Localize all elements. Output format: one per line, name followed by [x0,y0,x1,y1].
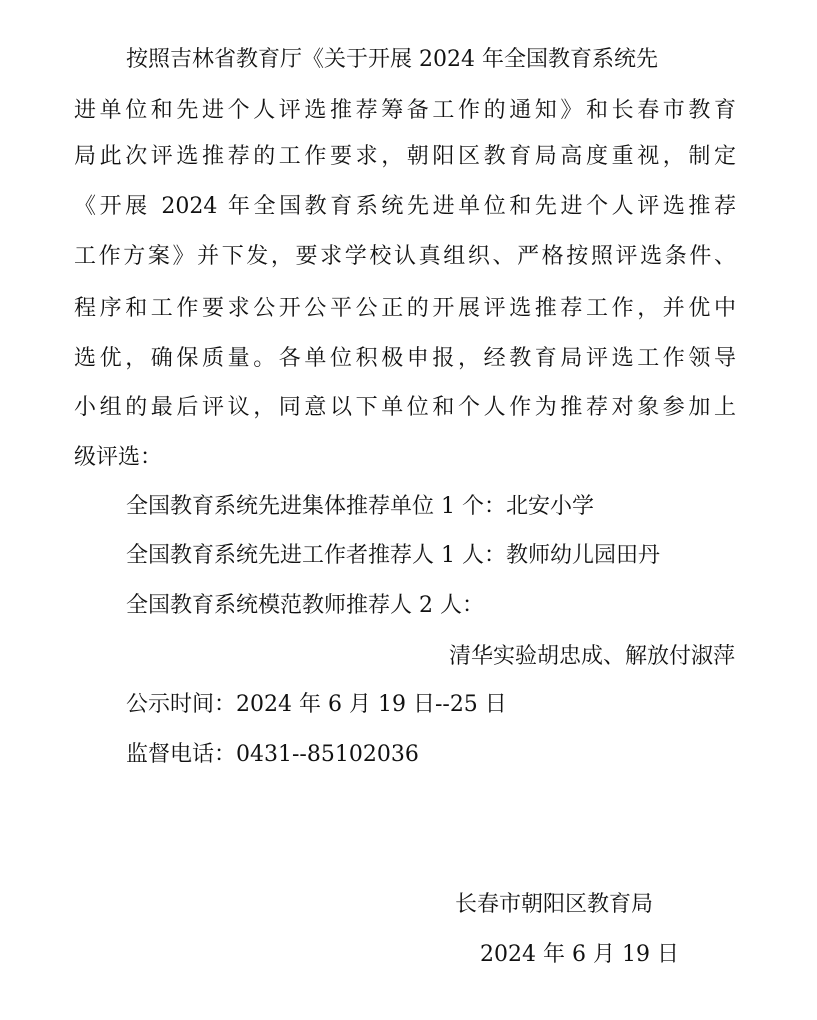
recommended-model-teacher: 全国教育系统模范教师推荐人 2 人： [126,593,484,618]
signature-date: 2024 年 6 月 19 日 [480,942,679,967]
paragraph-line-5: 工作方案》并下发，要求学校认真组织、严格按照评选条件、 [74,244,736,269]
paragraph-line-6: 程序和工作要求公开公平公正的开展评选推荐工作，并优中 [74,296,736,321]
paragraph-line-4: 《开展 2024 年全国教育系统先进单位和先进个人评选推荐 [74,194,736,219]
paragraph-line-2: 进单位和先进个人评选推荐筹备工作的通知》和长春市教育 [74,98,736,123]
paragraph-line-1: 按照吉林省教育厅《关于开展 2024 年全国教育系统先 [126,47,658,72]
recommended-worker: 全国教育系统先进工作者推荐人 1 人：教师幼儿园田丹 [126,543,660,568]
publicity-time: 公示时间：2024 年 6 月 19 日--25 日 [126,692,507,717]
model-teacher-names: 清华实验胡忠成、解放付淑萍 [448,644,735,669]
paragraph-line-8: 小组的最后评议，同意以下单位和个人作为推荐对象参加上 [74,395,736,420]
supervision-phone: 监督电话：0431--85102036 [126,742,419,767]
paragraph-line-3: 局此次评选推荐的工作要求，朝阳区教育局高度重视，制定 [74,144,736,169]
recommended-unit: 全国教育系统先进集体推荐单位 1 个：北安小学 [126,494,594,519]
paragraph-line-9: 级评选： [74,445,163,470]
signature-org: 长春市朝阳区教育局 [455,892,654,917]
paragraph-line-7: 选优，确保质量。各单位积极申报，经教育局评选工作领导 [74,346,736,371]
